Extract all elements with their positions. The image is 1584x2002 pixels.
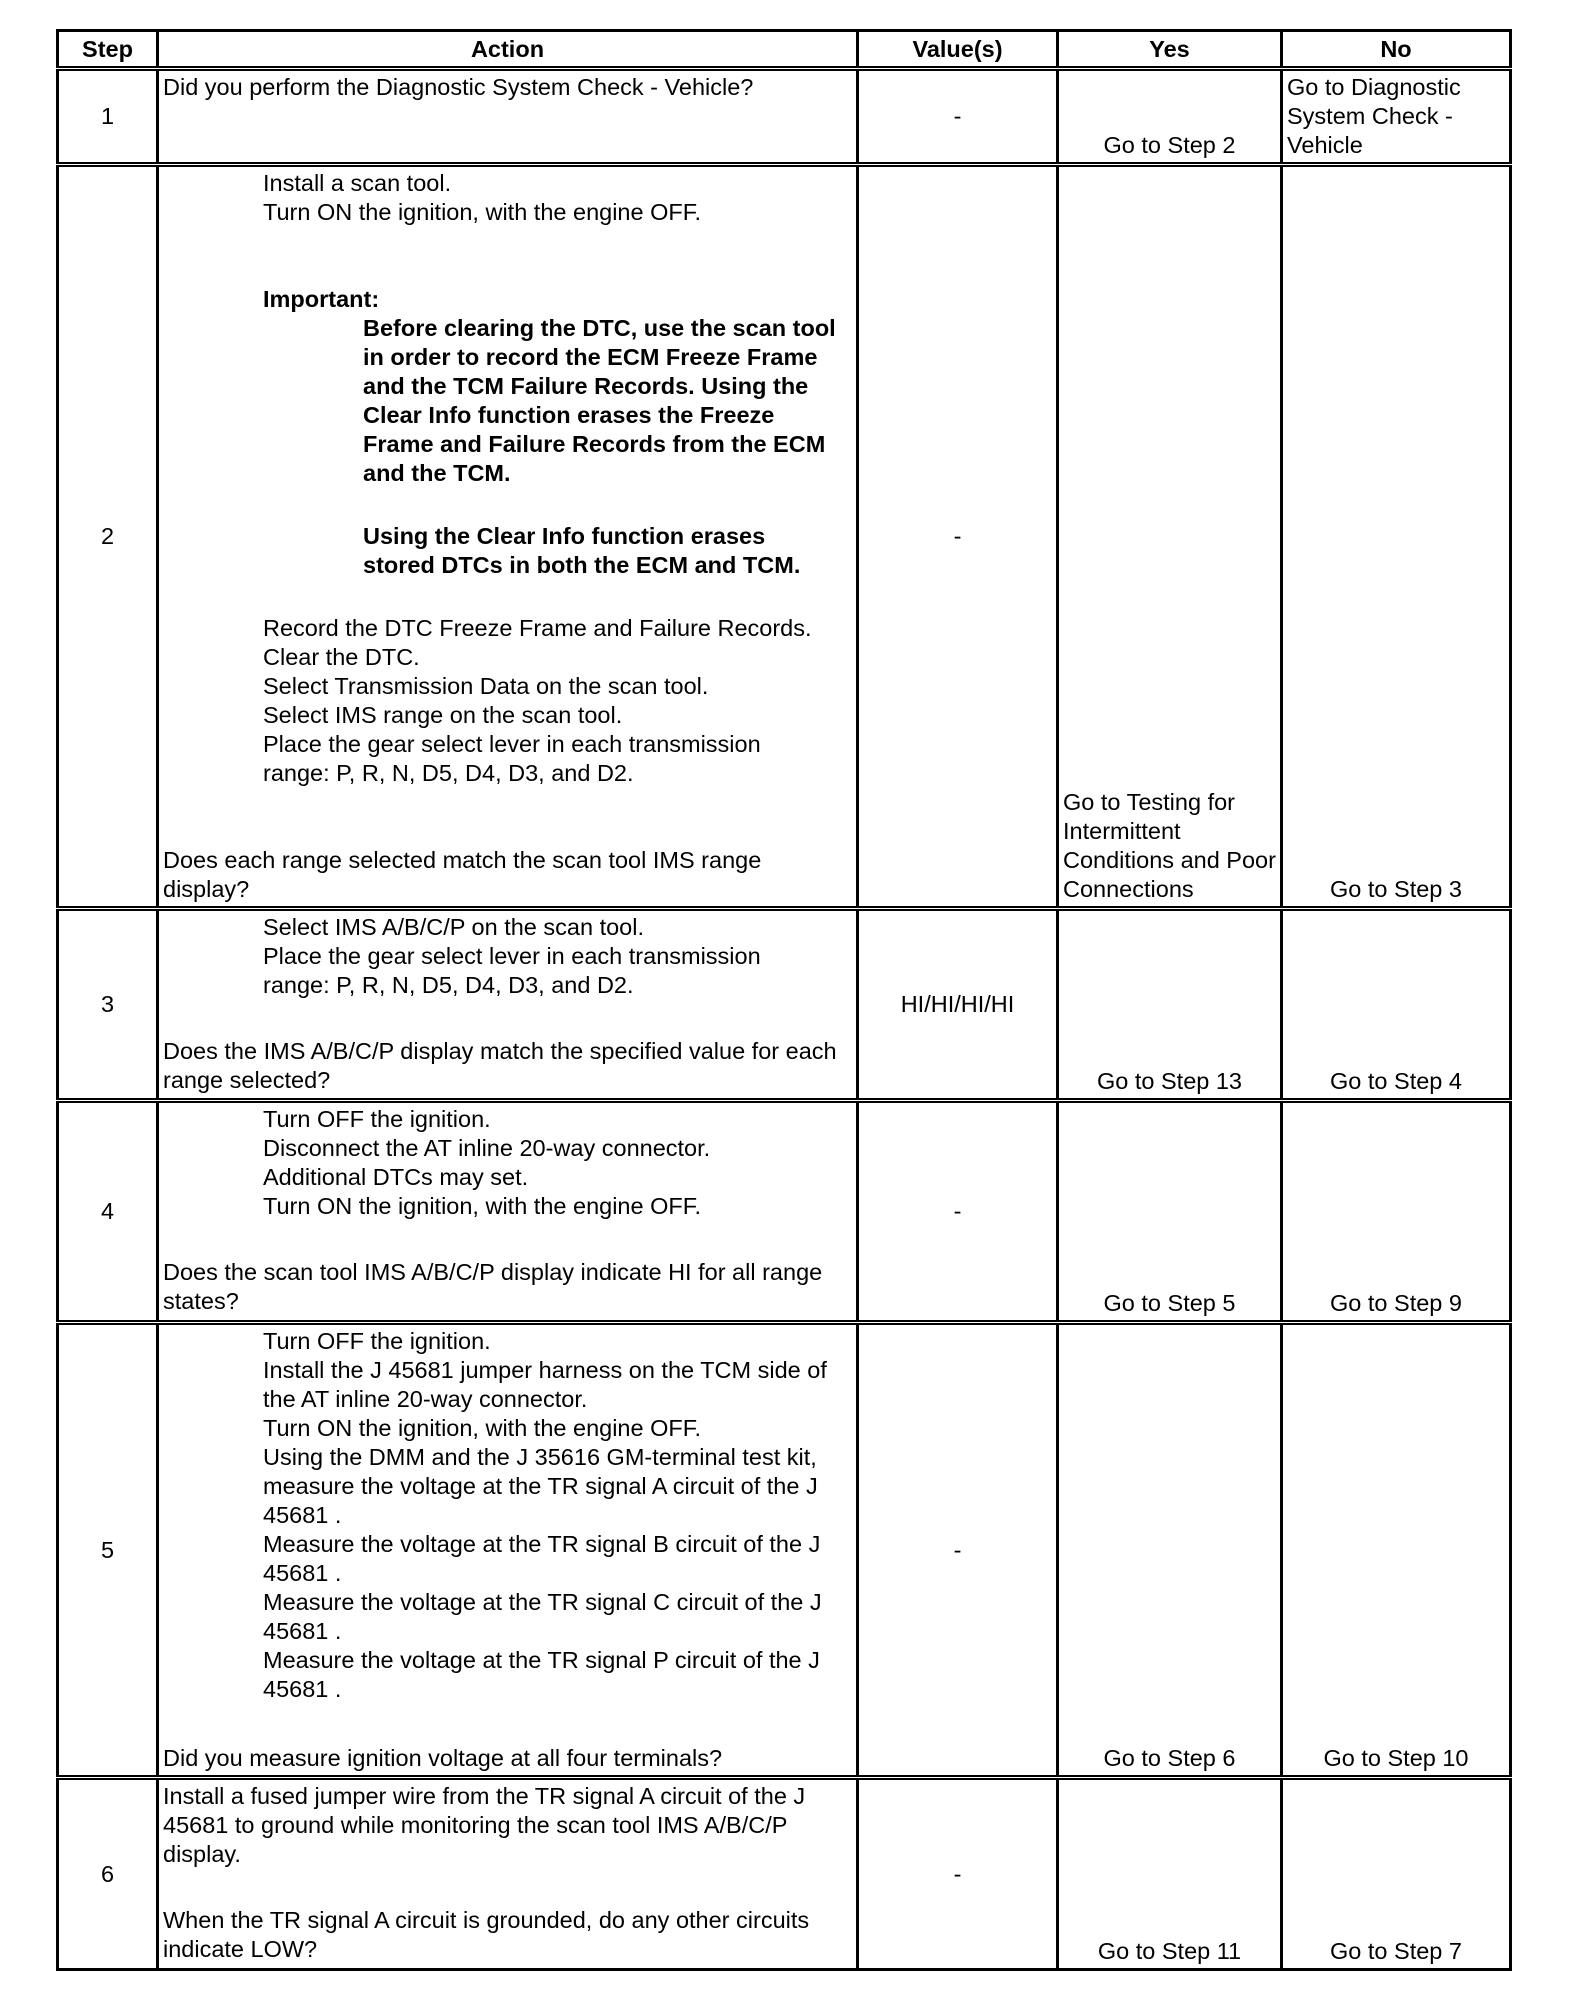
action-step: Record the DTC Freeze Frame and Failure Records. — [263, 615, 812, 641]
no-cell: Go to Diagnostic System Check - Vehicle — [1282, 69, 1511, 165]
action-step: Place the gear select lever in each transmission range: P, R, N, D5, D4, D3, and D2. — [263, 731, 761, 786]
action-text: Did you perform the Diagnostic System Check - Vehicle? — [163, 74, 754, 100]
action-step: Using the DMM and the J 35616 GM-terminal test kit, measure the voltage at the TR signal A circuit of the J 45681 . — [263, 1444, 818, 1528]
action-text: Install a fused jumper wire from the TR signal A circuit of the J 45681 to ground while monitoring the scan tool IMS A/B/C/P display. — [163, 1783, 806, 1867]
table-row-step-3 — [58, 909, 1511, 1101]
value-cell: - — [858, 1323, 1058, 1778]
step-number: 4 — [58, 1101, 158, 1323]
step-number: 3 — [58, 909, 158, 1101]
action-step: Measure the voltage at the TR signal C circuit of the J 45681 . — [263, 1589, 822, 1644]
yes-cell: Go to Step 6 — [1058, 1323, 1282, 1778]
action-cell — [158, 1778, 858, 1970]
value-cell: HI/HI/HI/HI — [858, 909, 1058, 1101]
header-row — [58, 31, 1511, 69]
table-row-step-1 — [58, 69, 1511, 165]
step-number: 6 — [58, 1778, 158, 1970]
no-cell: Go to Step 7 — [1282, 1778, 1511, 1970]
yes-cell: Go to Testing for Intermittent Conditions and Poor Connections — [1058, 165, 1282, 909]
action-question: Does the scan tool IMS A/B/C/P display indicate HI for all range states? — [163, 1259, 823, 1314]
action-step: Turn ON the ignition, with the engine OFF. — [263, 199, 702, 225]
action-step: Select Transmission Data on the scan tool. — [263, 673, 709, 699]
header-no: No — [1282, 31, 1511, 69]
action-step: Select IMS range on the scan tool. — [263, 702, 623, 728]
step-number: 2 — [58, 165, 158, 909]
action-step: Install a scan tool. — [263, 170, 452, 196]
action-step: Select IMS A/B/C/P on the scan tool. — [263, 914, 644, 940]
action-question: When the TR signal A circuit is grounded, do any other circuits indicate LOW? — [163, 1907, 810, 1962]
yes-cell: Go to Step 5 — [1058, 1101, 1282, 1323]
action-step: Measure the voltage at the TR signal B circuit of the J 45681 . — [263, 1531, 821, 1586]
action-cell — [158, 165, 858, 909]
action-question: Does the IMS A/B/C/P display match the specified value for each range selected? — [163, 1038, 837, 1093]
yes-cell: Go to Step 11 — [1058, 1778, 1282, 1970]
step-number: 5 — [58, 1323, 158, 1778]
action-question: Did you measure ignition voltage at all four terminals? — [163, 1745, 723, 1771]
important-note: Before clearing the DTC, use the scan tool in order to record the ECM Freeze Frame and the TCM Failure Records. Using the Clear Info function erases the Freeze Frame and Failure Records from the ECM and the TCM. — [363, 315, 836, 486]
step-number: 1 — [58, 69, 158, 165]
action-step: Install the J 45681 jumper harness on the TCM side of the AT inline 20-way connector. — [263, 1357, 827, 1412]
action-step: Place the gear select lever in each transmission range: P, R, N, D5, D4, D3, and D2. — [263, 943, 761, 998]
no-cell: Go to Step 3 — [1282, 165, 1511, 909]
action-step: Turn OFF the ignition. — [263, 1328, 491, 1354]
action-step: Disconnect the AT inline 20-way connector. — [263, 1135, 711, 1161]
header-values: Value(s) — [858, 31, 1058, 69]
action-step: Additional DTCs may set. — [263, 1164, 529, 1190]
value-cell: - — [858, 165, 1058, 909]
important-note: Using the Clear Info function erases stored DTCs in both the ECM and TCM. — [363, 523, 801, 578]
important-label: Important: — [263, 286, 380, 312]
value-cell: - — [858, 69, 1058, 165]
header-action: Action — [158, 31, 858, 69]
action-step: Measure the voltage at the TR signal P circuit of the J 45681 . — [263, 1647, 820, 1702]
action-step: Turn ON the ignition, with the engine OFF. — [263, 1415, 702, 1441]
no-cell: Go to Step 10 — [1282, 1323, 1511, 1778]
table-row-step-6 — [58, 1778, 1511, 1970]
action-cell — [158, 1323, 858, 1778]
no-cell: Go to Step 4 — [1282, 909, 1511, 1101]
action-cell — [158, 1101, 858, 1323]
action-question: Does each range selected match the scan tool IMS range display? — [163, 847, 762, 902]
action-step: Turn ON the ignition, with the engine OFF. — [263, 1193, 702, 1219]
action-step: Turn OFF the ignition. — [263, 1106, 491, 1132]
value-cell: - — [858, 1778, 1058, 1970]
no-cell: Go to Step 9 — [1282, 1101, 1511, 1323]
value-cell: - — [858, 1101, 1058, 1323]
yes-cell: Go to Step 2 — [1058, 69, 1282, 165]
yes-cell: Go to Step 13 — [1058, 909, 1282, 1101]
table-row-step-2 — [58, 165, 1511, 909]
header-step: Step — [58, 31, 158, 69]
action-cell — [158, 69, 858, 165]
table-row-step-4 — [58, 1101, 1511, 1323]
table-row-step-5 — [58, 1323, 1511, 1778]
header-yes: Yes — [1058, 31, 1282, 69]
action-step: Clear the DTC. — [263, 644, 420, 670]
action-cell — [158, 909, 858, 1101]
diagnostic-table — [56, 29, 1512, 1971]
